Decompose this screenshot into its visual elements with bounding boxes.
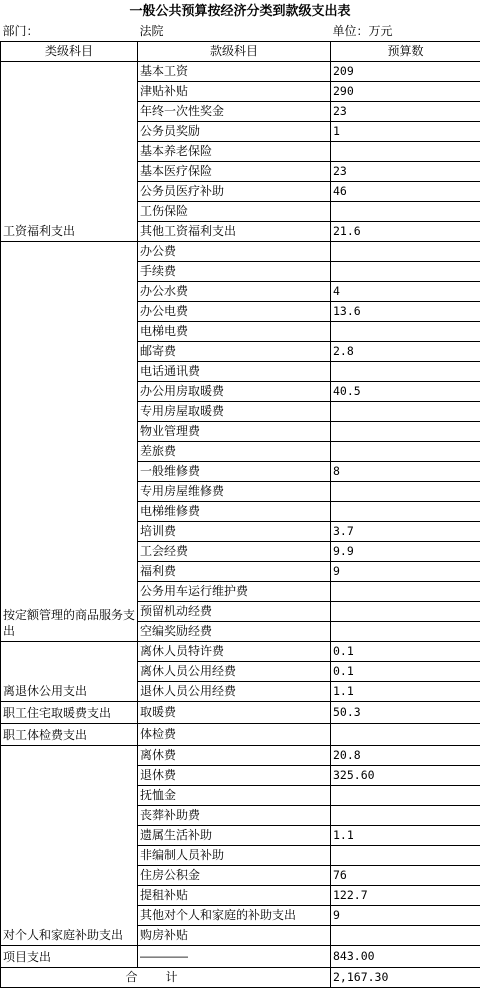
item-name-cell: 差旅费 <box>138 442 331 462</box>
item-name-cell: 公务员奖励 <box>138 122 331 142</box>
amount-cell <box>331 322 480 342</box>
amount-cell: 9 <box>331 562 480 582</box>
amount-cell: 122.7 <box>331 886 480 906</box>
total-row <box>1 968 480 988</box>
dept-value: 法院 <box>138 22 331 42</box>
item-name-cell: 邮寄费 <box>138 342 331 362</box>
category-cell: 工资福利支出 <box>1 62 138 242</box>
amount-cell: 325.60 <box>331 766 480 786</box>
item-name-cell: 基本养老保险 <box>138 142 331 162</box>
category-cell: 离退休公用支出 <box>1 642 138 702</box>
column-header-category: 类级科目 <box>1 42 138 62</box>
total-label: 合计 <box>1 968 331 988</box>
amount-cell <box>331 846 480 866</box>
amount-cell <box>331 262 480 282</box>
dept-label: 部门： <box>1 22 138 42</box>
amount-cell <box>331 202 480 222</box>
category-cell: 项目支出 <box>1 946 138 968</box>
amount-cell: 9 <box>331 906 480 926</box>
item-name-cell: 离休费 <box>138 746 331 766</box>
amount-cell <box>331 362 480 382</box>
item-name-cell: 工会经费 <box>138 542 331 562</box>
amount-cell: 23 <box>331 162 480 182</box>
column-header-row <box>1 42 480 62</box>
item-name-cell: 离休人员公用经费 <box>138 662 331 682</box>
item-name-cell: 办公电费 <box>138 302 331 322</box>
amount-cell <box>331 242 480 262</box>
item-name-cell: 退休人员公用经费 <box>138 682 331 702</box>
amount-cell: 1.1 <box>331 682 480 702</box>
amount-cell <box>331 806 480 826</box>
amount-cell <box>331 724 480 746</box>
table-row <box>1 242 480 262</box>
table-row <box>1 642 480 662</box>
item-name-cell: 购房补贴 <box>138 926 331 946</box>
amount-cell: 0.1 <box>331 642 480 662</box>
item-name-cell: 抚恤金 <box>138 786 331 806</box>
amount-cell <box>331 786 480 806</box>
table-row <box>1 62 480 82</box>
amount-cell <box>331 582 480 602</box>
item-name-cell: 工伤保险 <box>138 202 331 222</box>
item-name-cell: 电梯电费 <box>138 322 331 342</box>
item-name-cell: 遗属生活补助 <box>138 826 331 846</box>
amount-cell: 9.9 <box>331 542 480 562</box>
item-name-cell: 电梯维修费 <box>138 502 331 522</box>
item-name-cell: 其他工资福利支出 <box>138 222 331 242</box>
item-name-cell: 住房公积金 <box>138 866 331 886</box>
item-name-cell: 专用房屋维修费 <box>138 482 331 502</box>
item-name-cell: 年终一次性奖金 <box>138 102 331 122</box>
amount-cell: 1.1 <box>331 826 480 846</box>
table-row <box>1 746 480 766</box>
amount-cell: 8 <box>331 462 480 482</box>
amount-cell: 1 <box>331 122 480 142</box>
amount-cell <box>331 926 480 946</box>
item-name-cell: ———— <box>138 946 331 968</box>
amount-cell: 2.8 <box>331 342 480 362</box>
item-name-cell: 办公水费 <box>138 282 331 302</box>
amount-cell <box>331 602 480 622</box>
amount-cell: 40.5 <box>331 382 480 402</box>
amount-cell <box>331 422 480 442</box>
total-value: 2,167.30 <box>331 968 480 988</box>
item-name-cell: 物业管理费 <box>138 422 331 442</box>
item-name-cell: 电话通讯费 <box>138 362 331 382</box>
amount-cell <box>331 502 480 522</box>
amount-cell: 13.6 <box>331 302 480 322</box>
amount-cell <box>331 482 480 502</box>
amount-cell: 20.8 <box>331 746 480 766</box>
item-name-cell: 其他对个人和家庭的补助支出 <box>138 906 331 926</box>
item-name-cell: 福利费 <box>138 562 331 582</box>
sheet-title: 一般公共预算按经济分类到款级支出表 <box>0 0 480 22</box>
item-name-cell: 体检费 <box>138 724 331 746</box>
item-name-cell: 公务员医疗补助 <box>138 182 331 202</box>
info-row <box>1 22 480 42</box>
amount-cell: 4 <box>331 282 480 302</box>
item-name-cell: 丧葬补助费 <box>138 806 331 826</box>
category-cell: 职工体检费支出 <box>1 724 138 746</box>
amount-cell: 46 <box>331 182 480 202</box>
amount-cell <box>331 622 480 642</box>
item-name-cell: 基本医疗保险 <box>138 162 331 182</box>
column-header-amount: 预算数 <box>331 42 480 62</box>
item-name-cell: 津贴补贴 <box>138 82 331 102</box>
item-name-cell: 专用房屋取暖费 <box>138 402 331 422</box>
item-name-cell: 培训费 <box>138 522 331 542</box>
amount-cell: 50.3 <box>331 702 480 724</box>
item-name-cell: 基本工资 <box>138 62 331 82</box>
item-name-cell: 一般维修费 <box>138 462 331 482</box>
category-cell: 按定额管理的商品服务支出 <box>1 242 138 642</box>
amount-cell <box>331 442 480 462</box>
table-row <box>1 946 480 968</box>
item-name-cell: 提租补贴 <box>138 886 331 906</box>
amount-cell: 209 <box>331 62 480 82</box>
amount-cell: 21.6 <box>331 222 480 242</box>
amount-cell: 76 <box>331 866 480 886</box>
amount-cell <box>331 402 480 422</box>
table-row <box>1 702 480 724</box>
item-name-cell: 取暖费 <box>138 702 331 724</box>
amount-cell: 23 <box>331 102 480 122</box>
item-name-cell: 公务用车运行维护费 <box>138 582 331 602</box>
amount-cell: 843.00 <box>331 946 480 968</box>
item-name-cell: 手续费 <box>138 262 331 282</box>
item-name-cell: 办公费 <box>138 242 331 262</box>
item-name-cell: 离休人员特许费 <box>138 642 331 662</box>
table-row <box>1 724 480 746</box>
item-name-cell: 预留机动经费 <box>138 602 331 622</box>
budget-table <box>0 22 480 988</box>
amount-cell <box>331 142 480 162</box>
amount-cell: 290 <box>331 82 480 102</box>
item-name-cell: 退休费 <box>138 766 331 786</box>
amount-cell: 0.1 <box>331 662 480 682</box>
item-name-cell: 办公用房取暖费 <box>138 382 331 402</box>
item-name-cell: 非编制人员补助 <box>138 846 331 866</box>
category-cell: 职工住宅取暖费支出 <box>1 702 138 724</box>
category-cell: 对个人和家庭补助支出 <box>1 746 138 946</box>
amount-cell: 3.7 <box>331 522 480 542</box>
unit-label: 单位：万元 <box>331 22 480 42</box>
item-name-cell: 空编奖励经费 <box>138 622 331 642</box>
column-header-item: 款级科目 <box>138 42 331 62</box>
